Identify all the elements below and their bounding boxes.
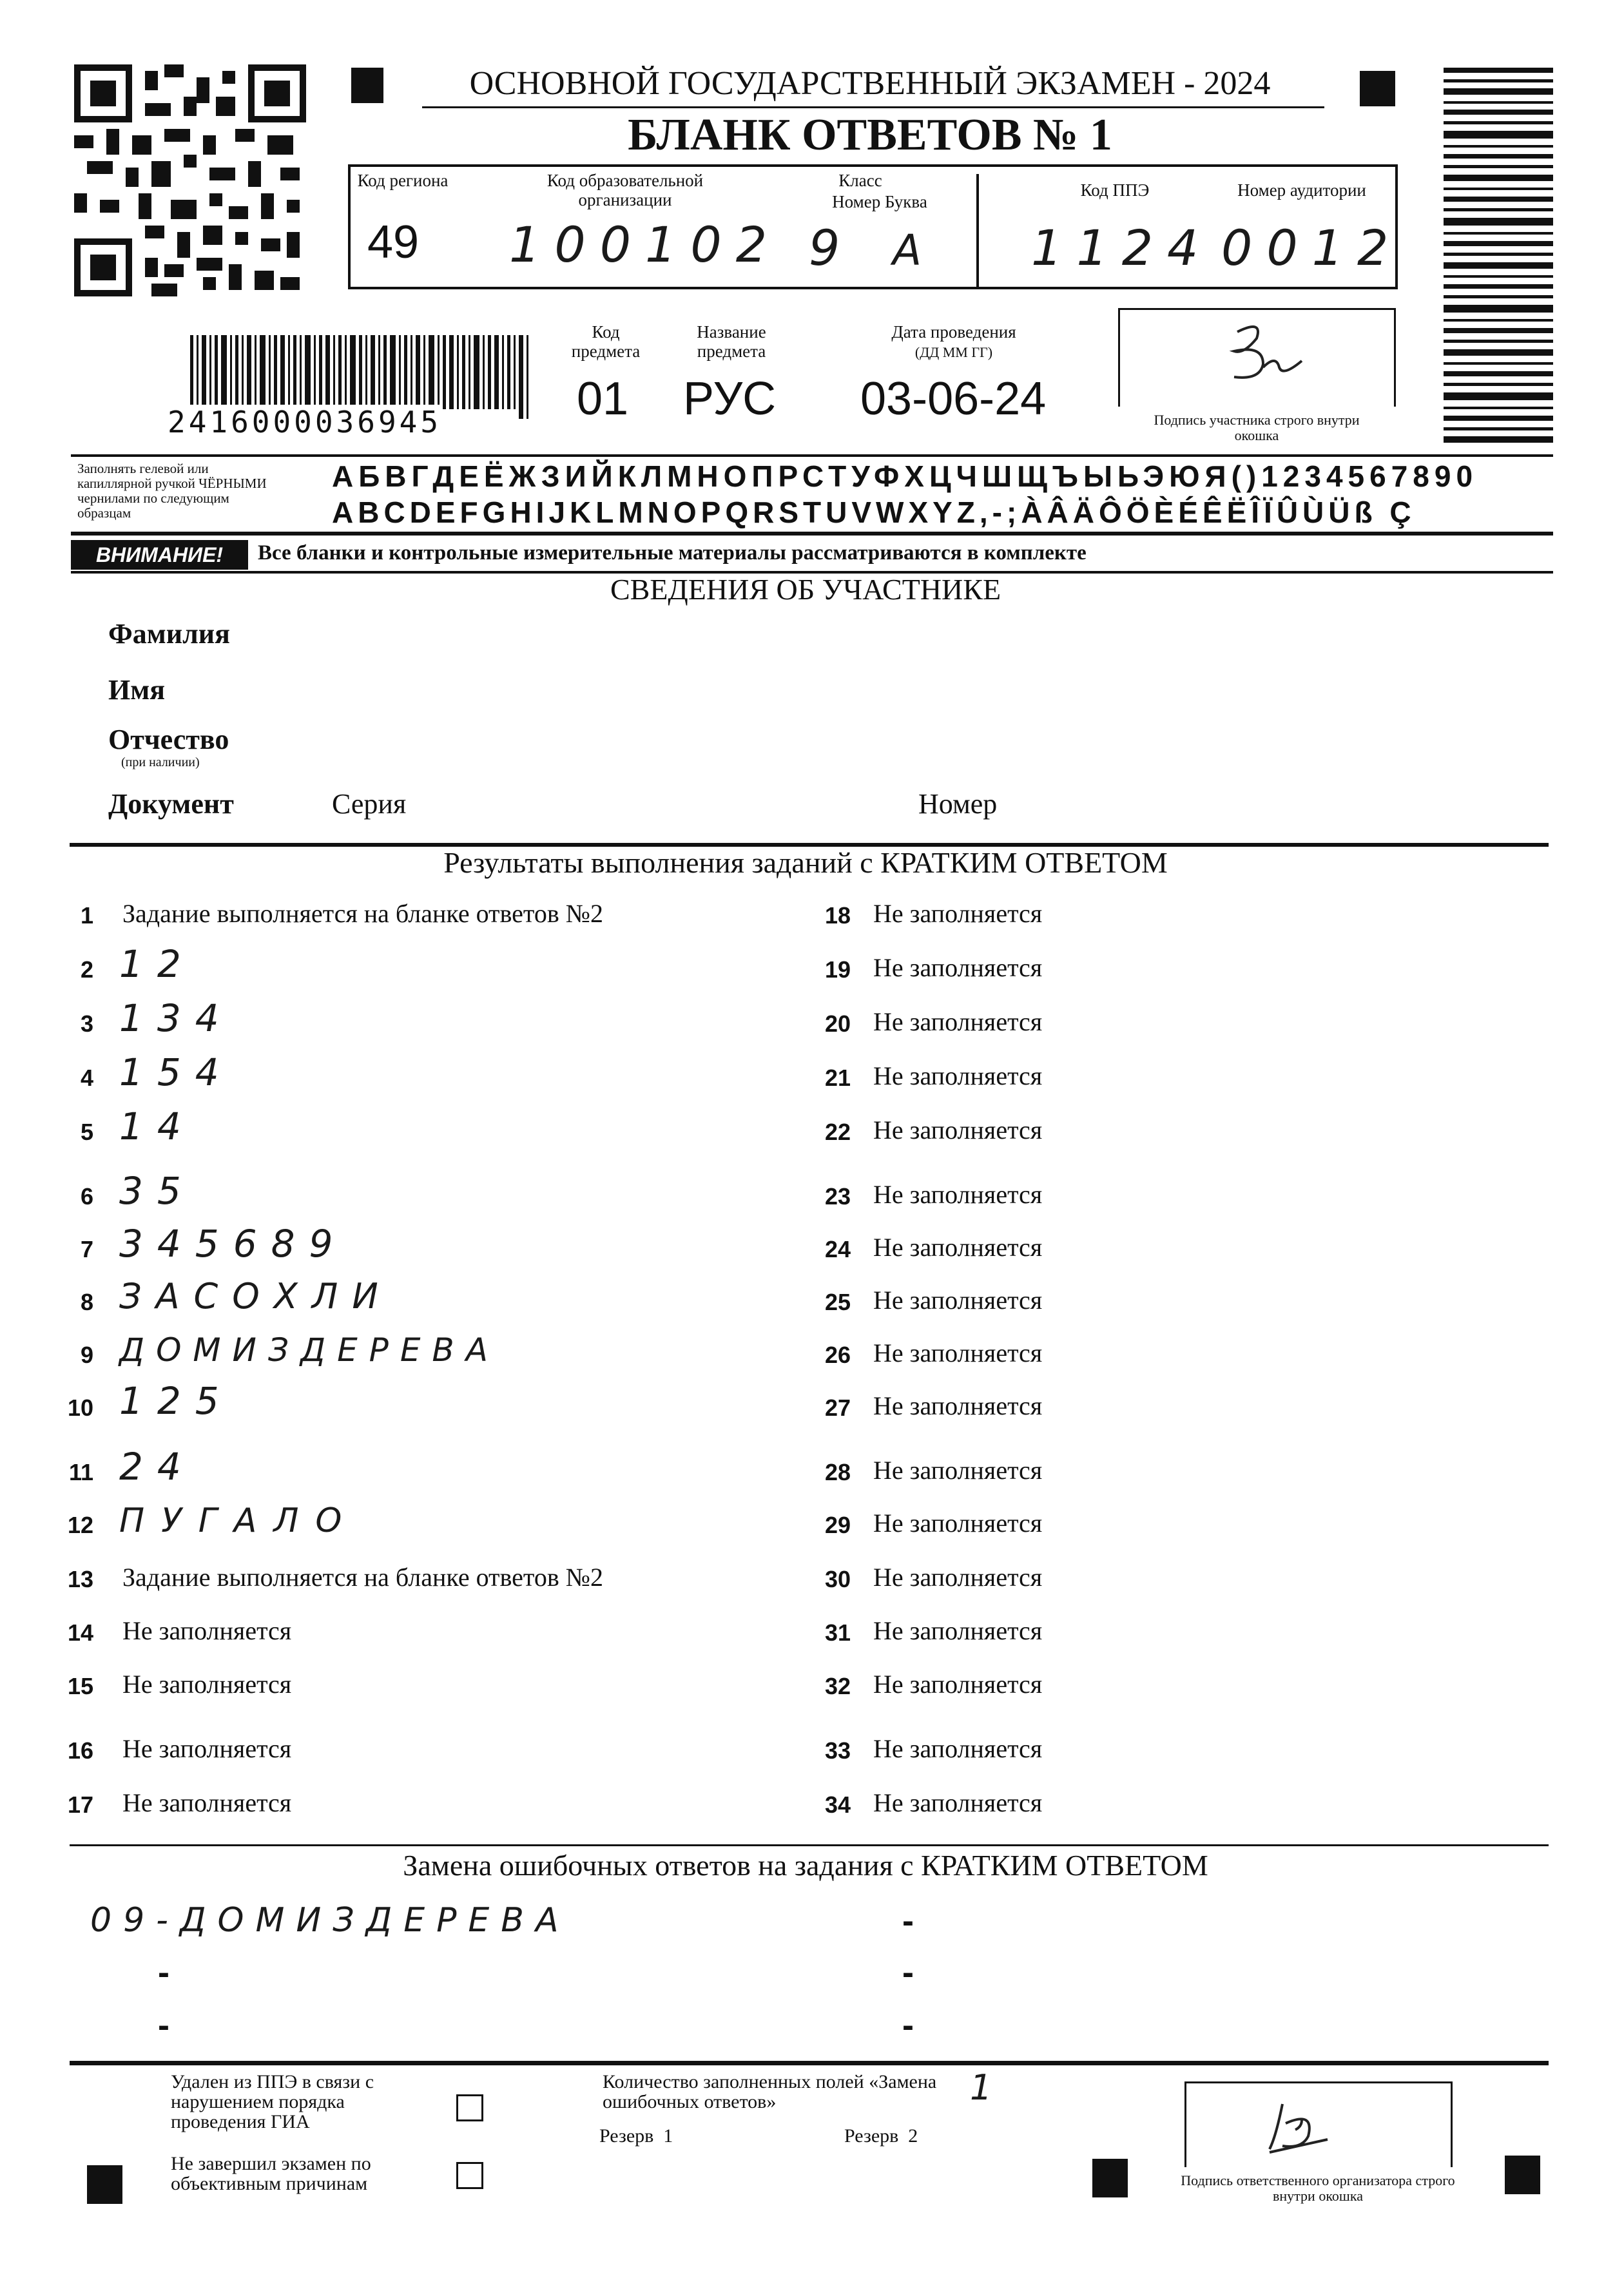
answer-number: 23 [824,1183,851,1210]
patronymic-note: (при наличии) [121,755,200,769]
answer-text: Не заполняется [873,953,1043,982]
replacement-count-label: Количество заполненных полей «Замена ошибочных ответов» [603,2071,937,2112]
org-value: 100102 [509,216,782,273]
org-label: Код образовательной организации [546,171,704,209]
subject-name-value: РУС [683,373,777,425]
replacement-top-rule [70,1844,1549,1846]
answer-handwritten: 24 [119,1445,195,1489]
answer-number: 11 [68,1459,93,1485]
removed-label: Удален из ППЭ в связи с нарушением порядка проведения ГИА [171,2071,374,2132]
replacement-count-value: 1 [970,2067,1007,2108]
replacement-entry-4: - [902,1902,914,1940]
answer-number: 6 [80,1183,93,1210]
answer-number: 26 [824,1342,851,1368]
answer-text: Не заполняется [122,1670,292,1699]
subject-code-label: Код предмета [571,322,641,361]
answer-text: Задание выполняется на бланке ответов №2 [122,899,603,928]
series-label: Серия [332,788,407,820]
replacement-entry-2: - [158,1953,169,1992]
participant-section-title: СВЕДЕНИЯ ОБ УЧАСТНИКЕ [610,573,1001,606]
answer-text: Не заполняется [873,1180,1043,1209]
removed-checkbox[interactable] [456,2094,483,2121]
answer-number: 25 [824,1289,851,1315]
side-barcode [1444,68,1553,445]
answer-text: Не заполняется [873,1509,1043,1538]
answer-number: 20 [824,1010,851,1037]
answer-text: Не заполняется [873,1115,1043,1144]
class-label: Класс [838,171,882,190]
surname-label: Фамилия [108,618,230,650]
answer-handwritten: ПУГАЛО [119,1501,359,1540]
answer-number: 16 [67,1737,93,1764]
results-left-column [48,896,789,1830]
document-label: Документ [108,788,234,820]
attention-badge: ВНИМАНИЕ! [71,540,248,570]
ppe-value: 1124 [1031,219,1213,276]
form-title: БЛАНК ОТВЕТОВ № 1 [628,110,1112,160]
answer-number: 1 [80,902,93,929]
participant-signature-caption: Подпись участника строго внутри окошка [1154,412,1360,443]
anchor-marker-bottom-left [87,2165,122,2204]
sample-row-latin: ABCDEFGHIJKLMNOPQRSTUVWXYZ,-;ÀÂÄÔÖÈÉÊËÎÏÛÙÜß Ç [332,496,1416,529]
answer-number: 22 [824,1119,851,1145]
answer-handwritten: ДОМИЗДЕРЕВА [119,1331,499,1369]
answer-text: Не заполняется [122,1616,292,1645]
class-sub-label: Номер Буква [832,192,927,211]
answer-text: Не заполняется [873,1286,1043,1315]
attention-top-rule [71,532,1553,536]
answer-number: 31 [824,1619,851,1646]
anchor-marker-top-right [1360,71,1395,106]
reserve-2-label: Резерв 2 [844,2125,918,2147]
answer-number: 10 [67,1395,93,1421]
answer-text: Не заполняется [873,1338,1043,1367]
answer-number: 27 [824,1395,851,1421]
answer-text: Не заполняется [873,1563,1043,1592]
codes-top-rule [348,164,1395,167]
answer-number: 24 [824,1236,851,1262]
answer-text: Не заполняется [873,1233,1043,1262]
organizer-signature-caption: Подпись ответственного организатора строго внутри окошка [1181,2172,1455,2204]
answer-handwritten: 134 [119,996,233,1040]
answer-number: 15 [67,1673,93,1699]
date-label: Дата проведения [891,322,1016,342]
replacement-section-title: Замена ошибочных ответов на задания с КРАТКИМ ОТВЕТОМ [403,1849,1208,1882]
anchor-marker-bottom-center [1092,2159,1128,2197]
answer-text: Не заполняется [873,1670,1043,1699]
answer-text: Задание выполняется на бланке ответов №2 [122,1563,603,1592]
answer-handwritten: 125 [119,1379,233,1423]
patronymic-label: Отчество [108,724,229,755]
replacement-entry-5: - [902,1953,914,1992]
answer-number: 3 [80,1010,93,1037]
answer-number: 17 [67,1791,93,1818]
attention-text: Все бланки и контрольные измерительные материалы рассматриваются в комплекте [258,541,1087,565]
answer-number: 14 [67,1619,93,1646]
answer-text: Не заполняется [873,1616,1043,1645]
results-right-column [806,896,1514,1830]
answer-text: Не заполняется [873,1007,1043,1036]
class-letter: А [893,226,936,275]
replacement-entry-1: 09-ДОМИЗДЕРЕВА [90,1901,570,1940]
answer-number: 7 [80,1236,93,1262]
codes-left-rule [348,164,351,289]
region-value: 49 [367,217,420,268]
answer-handwritten: 14 [119,1105,195,1148]
answer-number: 5 [80,1119,93,1145]
answer-text: Не заполняется [873,1734,1043,1763]
anchor-marker-top-left [351,68,383,103]
participant-signature [1218,316,1308,393]
answer-number: 30 [824,1566,851,1592]
not-finished-checkbox[interactable] [456,2162,483,2189]
sample-row-cyrillic: АБВГДЕЁЖЗИЙКЛМНОПРСТУФХЦЧШЩЪЫЬЭЮЯ()1234567890 [332,459,1478,493]
answer-number: 21 [824,1065,851,1091]
subject-code-value: 01 [577,373,629,425]
answer-handwritten: ЗАСОХЛИ [119,1276,392,1317]
replacement-entry-6: - [902,2006,914,2045]
answer-number: 9 [80,1342,93,1368]
date-value: 03-06-24 [860,373,1047,425]
codes-divider [976,174,979,287]
codes-bottom-rule [348,287,1395,289]
room-value: 0012 [1221,219,1403,276]
answer-number: 13 [67,1566,93,1592]
exam-title-underline [422,106,1324,108]
answer-text: Не заполняется [873,1391,1043,1420]
subject-name-label: Название предмета [697,322,766,361]
region-label: Код региона [357,171,449,190]
results-section-title: Результаты выполнения заданий с КРАТКИМ ОТВЕТОМ [443,846,1168,879]
ppe-label: Код ППЭ [1080,180,1150,200]
answer-number: 29 [824,1512,851,1538]
answer-text: Не заполняется [122,1734,292,1763]
answer-number: 12 [67,1512,93,1538]
sample-instruction: Заполнять гелевой или капиллярной ручкой ЧЁРНЫМИ чернилами по следующим образцам [77,461,267,521]
footer-top-rule [70,2061,1549,2065]
room-label: Номер аудитории [1237,180,1366,200]
sample-top-rule [71,454,1553,457]
answer-handwritten: 154 [119,1050,233,1094]
number-label: Номер [918,788,998,820]
qr-code [74,64,306,296]
reserve-1-label: Резерв 1 [599,2125,673,2147]
answer-number: 34 [824,1791,851,1818]
answer-number: 28 [824,1459,851,1485]
answer-text: Не заполняется [873,1788,1043,1817]
answer-number: 8 [80,1289,93,1315]
anchor-marker-bottom-right [1505,2156,1540,2194]
class-number: 9 [809,219,855,276]
barcode-number: 2416000036945 [168,405,442,439]
answer-handwritten: 35 [119,1169,195,1213]
replacement-entry-3: - [158,2006,169,2045]
answer-number: 2 [80,956,93,983]
answer-handwritten: 345689 [119,1222,347,1266]
not-finished-label: Не завершил экзамен по объективным причинам [171,2153,371,2194]
answer-number: 18 [824,902,851,929]
answer-text: Не заполняется [873,1061,1043,1090]
answer-number: 33 [824,1737,851,1764]
answer-text: Не заполняется [873,899,1043,928]
answer-text: Не заполняется [122,1788,292,1817]
answer-handwritten: 12 [119,942,195,986]
date-format: (ДД ММ ГГ) [914,344,993,360]
name-label: Имя [108,674,165,706]
answer-text: Не заполняется [873,1456,1043,1485]
organizer-signature [1257,2091,1334,2162]
answer-number: 19 [824,956,851,983]
answer-number: 32 [824,1673,851,1699]
exam-title: ОСНОВНОЙ ГОСУДАРСТВЕННЫЙ ЭКЗАМЕН - 2024 [469,65,1271,102]
answer-number: 4 [80,1065,93,1091]
